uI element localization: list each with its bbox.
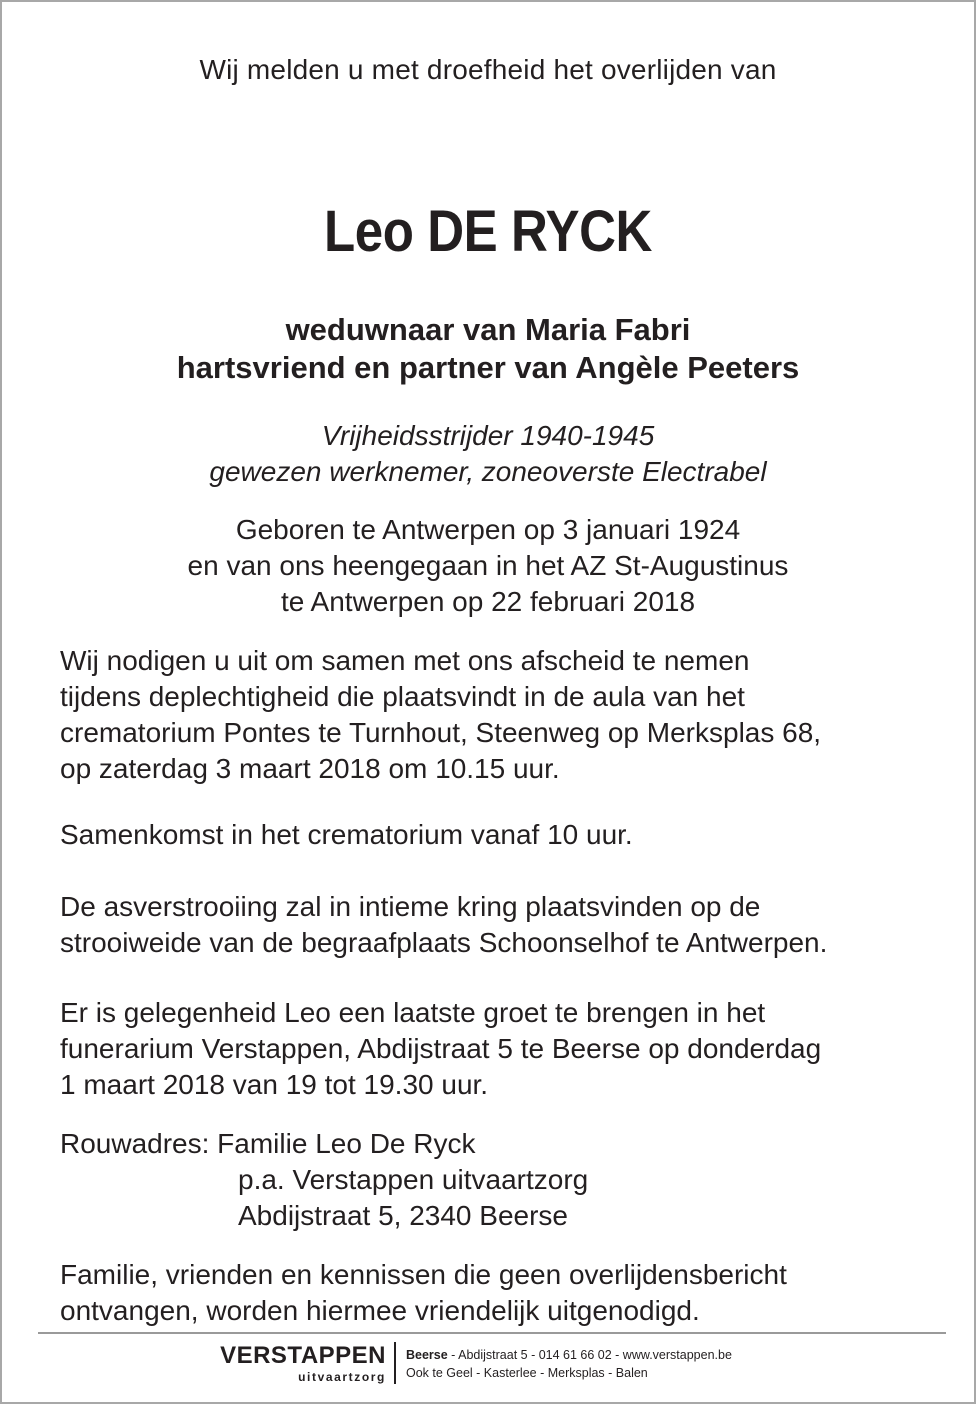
mourning-address-line: p.a. Verstappen uitvaartzorg — [238, 1164, 589, 1195]
title-line: Vrijheidsstrijder 1940-1945 — [321, 420, 655, 451]
mourning-address — [60, 1126, 940, 1234]
death-line: te Antwerpen op 22 februari 2018 — [280, 586, 696, 617]
gathering-line: Samenkomst in het crematorium vanaf 10 uur. — [60, 819, 633, 850]
closing-paragraph — [60, 1257, 940, 1329]
brand-logo — [218, 1342, 386, 1384]
mourning-address-line: Abdijstraat 5, 2340 Beerse — [238, 1200, 568, 1231]
relations-block — [2, 311, 974, 387]
contact-city: Beerse — [406, 1348, 448, 1362]
footer-separator — [394, 1342, 396, 1384]
relation-line: weduwnaar van Maria Fabri — [285, 312, 691, 347]
mourning-address-label: Rouwadres: Familie Leo De Ryck — [60, 1128, 476, 1159]
ceremony-line: Wij nodigen u uit om samen met ons afscheid te nemen — [60, 645, 750, 676]
footer-divider — [38, 1332, 946, 1334]
titles-block — [2, 418, 974, 490]
contact-details: - Abdijstraat 5 - 014 61 66 02 - www.verstappen.be — [447, 1348, 732, 1362]
farewell-line: funerarium Verstappen, Abdijstraat 5 te Beerse op donderdag — [60, 1033, 822, 1064]
farewell-line: 1 maart 2018 van 19 tot 19.30 uur. — [60, 1069, 489, 1100]
scattering-paragraph — [60, 889, 940, 961]
closing-line: Familie, vrienden en kennissen die geen overlijdensbericht — [60, 1259, 787, 1290]
footer-contact — [406, 1346, 732, 1382]
contact-line — [406, 1346, 732, 1364]
closing-line: ontvangen, worden hiermee vriendelijk uitgenodigd. — [60, 1295, 700, 1326]
ceremony-line: op zaterdag 3 maart 2018 om 10.15 uur. — [60, 753, 560, 784]
farewell-line: Er is gelegenheid Leo een laatste groet te brengen in het — [60, 997, 766, 1028]
birth-line: Geboren te Antwerpen op 3 januari 1924 — [235, 514, 741, 545]
deceased-name: Leo DE RYCK — [324, 199, 652, 264]
brand-name: VERSTAPPEN — [220, 1342, 386, 1369]
brand-subtitle: uitvaartzorg — [298, 1370, 386, 1384]
ceremony-paragraph — [60, 643, 940, 787]
gathering-paragraph — [60, 817, 940, 853]
birth-death-block — [2, 512, 974, 620]
scattering-line: De asverstrooiing zal in intieme kring plaatsvinden op de — [60, 891, 761, 922]
ceremony-line: crematorium Pontes te Turnhout, Steenweg op Merksplas 68, — [60, 717, 822, 748]
scattering-line: strooiweide van de begraafplaats Schoonselhof te Antwerpen. — [60, 927, 828, 958]
intro-line: Wij melden u met droefheid het overlijden van — [199, 54, 777, 85]
death-line: en van ons heengegaan in het AZ St-Augustinus — [187, 550, 789, 581]
farewell-paragraph — [60, 995, 940, 1103]
title-line: gewezen werknemer, zoneoverste Electrabel — [209, 456, 767, 487]
ceremony-line: tijdens deplechtigheid die plaatsvindt in de aula van het — [60, 681, 745, 712]
other-locations: Ook te Geel - Kasterlee - Merksplas - Balen — [406, 1366, 648, 1380]
footer — [2, 1340, 974, 1390]
relation-line: hartsvriend en partner van Angèle Peeters — [176, 350, 800, 385]
